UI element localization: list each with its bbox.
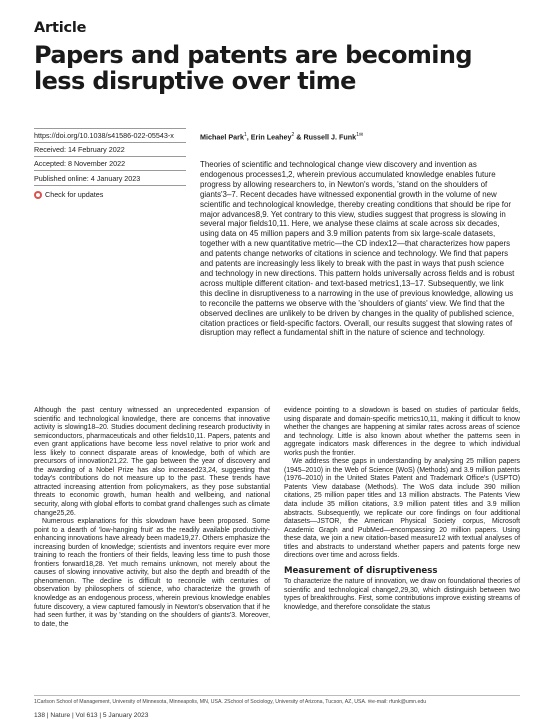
footnote-divider bbox=[34, 695, 520, 696]
meta-divider bbox=[34, 142, 186, 143]
author-name[interactable]: Russell J. Funk bbox=[303, 132, 357, 142]
meta-divider bbox=[34, 170, 186, 171]
author-affiliation: 2 bbox=[291, 132, 295, 138]
body-paragraph: Numerous explanations for this slowdown have been proposed. Some point to a dearth of 'low-hanging fruit' as the readily available productivity-enhancing innovations have already been made19,27. Others emphasize the increasing burden of knowledge; scientists and inventors require ever more training to reach the frontiers of their fields, leaving less time to push those frontiers forward18,28. Yet much remains unknown, not merely about the causes of slowing innovative activity, but also the depth and breadth of the phenomenon. The decline is difficult to reconcile with centuries of observation by philosophers of science, who characterize the growth of knowledge as an endogenous process, wherein previous knowledge enables future discovery, a view captured famously in Newton's observation that if he had seen further, it was by 'standing on the shoulders of giants'3. Moreover, to date, the bbox=[34, 518, 270, 628]
body-paragraph: evidence pointing to a slowdown is based on studies of particular fields, using disparate and domain-specific metrics10,11, making it difficult to know whether the changes are happening at similar rates across areas of science and technology. Little is also known about whether the patterns seen in aggregate indicators mask differences in the degree to which individual works push the frontier. bbox=[284, 407, 520, 457]
affiliations-footnote: 1Carlson School of Management, University of Minnesota, Minneapolis, MN, USA. 2School of Sociology, University of Arizona, Tucson, AZ, USA. ✉e-mail: rfunk@umn.edu bbox=[34, 699, 427, 705]
published-date: Published online: 4 January 2023 bbox=[34, 174, 141, 183]
received-date: Received: 14 February 2022 bbox=[34, 145, 125, 154]
meta-divider bbox=[34, 185, 186, 186]
author-affiliation: 1✉ bbox=[356, 132, 364, 138]
check-for-updates[interactable] bbox=[34, 190, 103, 199]
accepted-date: Accepted: 8 November 2022 bbox=[34, 159, 126, 168]
body-paragraph: To characterize the nature of innovation, we draw on foundational theories of scientific and technological change2,29,30, which distinguish between two types of breakthroughs. First, some contributions improve existing streams of knowledge, and therefore consolidate the status bbox=[284, 578, 520, 612]
author-separator: , bbox=[246, 132, 251, 142]
author-affiliation: 1 bbox=[243, 132, 247, 138]
author-name[interactable]: Erin Leahey bbox=[250, 132, 292, 142]
abstract: Theories of scientific and technological change view discovery and invention as endogenous processes1,2, wherein previous accumulated knowledge enables future progress by allowing researchers to, in Newton's words, 'stand on the shoulders of giants'3–7. Recent decades have witnessed exponential growth in the volume of new scientific and technological knowledge, thereby creating conditions that should be ripe for major advances8,9. Yet contrary to this view, studies suggest that progress is slowing in several major fields10,11. Here, we analyse these claims at scale across six decades, using data on 45 million papers and 3.9 million patents from six large-scale datasets, together with a new quantitative metric—the CD index12—that characterizes how papers and patents change networks of citations in science and technology. We find that papers and patents are increasingly less likely to break with the past in ways that push science and technology in new directions. This pattern holds universally across fields and is robust across multiple different citation- and text-based metrics1,13–17. Subsequently, we link this decline in disruptiveness to a narrowing in the use of previous knowledge, allowing us to reconcile the patterns we observe with the 'shoulders of giants' view. We find that the observed declines are unlikely to be driven by changes in the quality of published science, citation practices or field-specific factors. Overall, our results suggest that slowing rates of disruption may reflect a fundamental shift in the nature of science and technology. bbox=[200, 160, 515, 338]
body-paragraph: Although the past century witnessed an unprecedented expansion of scientific and technological knowledge, there are concerns that innovative activity is slowing18–20. Studies document declining research productivity in semiconductors, pharmaceuticals and other fields10,11. Papers, patents and even grant applications have become less novel relative to prior work and less likely to connect disparate areas of knowledge, both of which are precursors of innovation21,22. The gap between the year of discovery and the awarding of a Nobel Prize has also increased23,24, suggesting that today's contributions do not measure up to the past. These trends have attracted increasing attention from policymakers, as they pose substantial threats to economic growth, human health and wellbeing, and national security, along with global efforts to combat grand challenges such as climate change25,26. bbox=[34, 407, 270, 517]
doi-link[interactable]: https://doi.org/10.1038/s41586-022-05543-x bbox=[34, 131, 174, 140]
section-heading: Measurement of disruptiveness bbox=[284, 565, 438, 576]
meta-divider-top bbox=[34, 128, 186, 129]
section-label: Article bbox=[34, 20, 87, 36]
body-column-left bbox=[34, 407, 270, 629]
body-column-right bbox=[284, 407, 520, 629]
author-separator: & bbox=[294, 132, 304, 142]
check-updates-label: Check for updates bbox=[45, 190, 104, 199]
meta-divider bbox=[34, 156, 186, 157]
article-title: Papers and patents are becoming less disruptive over time bbox=[34, 41, 472, 95]
author-list bbox=[200, 132, 363, 141]
body-columns bbox=[34, 407, 520, 629]
check-updates-icon bbox=[34, 191, 42, 199]
body-paragraph: We address these gaps in understanding by analysing 25 million papers (1945–2010) in the Web of Science (WoS) (Methods) and 3.9 million patents (1976–2010) in the United States Patent and Trademark Office's (USPTO) Patents View database (Methods). The WoS data include 390 million citations, 25 million paper titles and 13 million abstracts. The Patents View data include 35 million citations, 3.9 million patent titles and 3.9 million abstracts. Subsequently, we replicate our core findings on four additional datasets—JSTOR, the American Physical Society corpus, Microsoft Academic Graph and PubMed—encompassing 20 million papers. Using these data, we join a new citation-based measure12 with textual analyses of titles and abstracts to understand whether papers and patents forge new directions over time and across fields. bbox=[284, 458, 520, 560]
page-footer: 138 | Nature | Vol 613 | 5 January 2023 bbox=[34, 712, 149, 719]
author-name[interactable]: Michael Park bbox=[200, 132, 244, 142]
